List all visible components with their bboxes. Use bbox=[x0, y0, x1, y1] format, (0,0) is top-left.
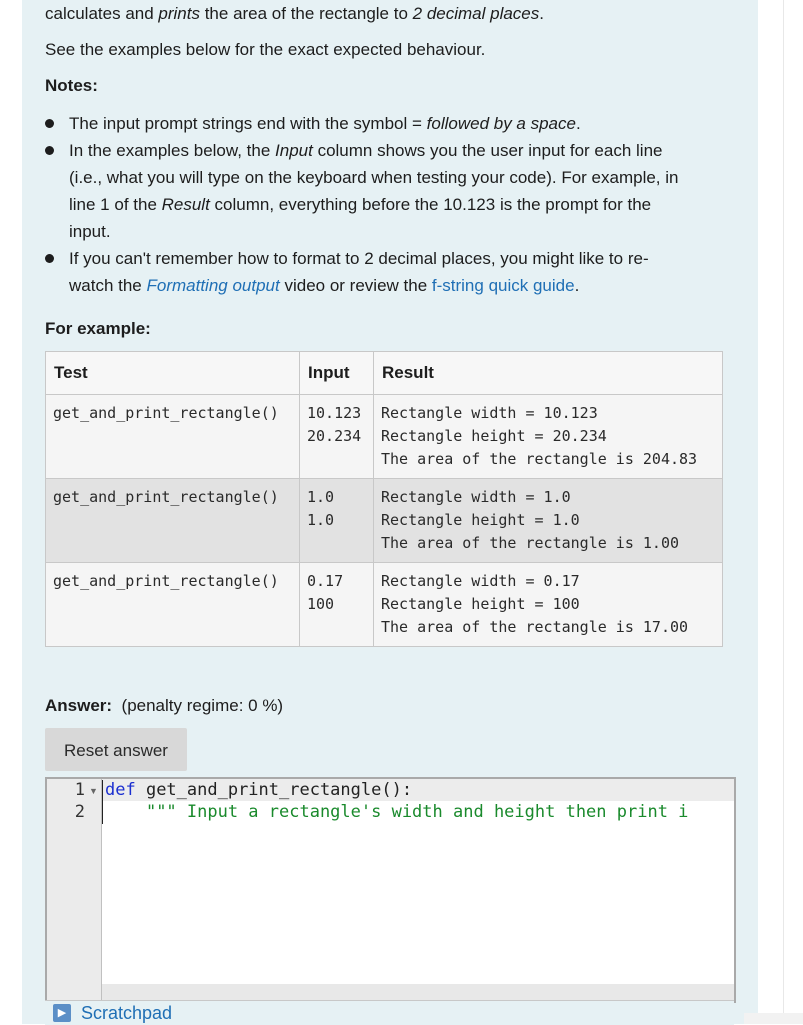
code-line[interactable]: """ Input a rectangle's width and height then print i bbox=[145, 802, 689, 822]
text-cursor bbox=[102, 780, 103, 824]
scroll-corner bbox=[744, 1013, 803, 1024]
page-scrollbar[interactable] bbox=[783, 0, 803, 1024]
notes-heading: Notes: bbox=[45, 76, 98, 95]
bullet-dot-icon bbox=[45, 254, 54, 263]
scratchpad-label: Scratchpad bbox=[81, 1003, 173, 1023]
examples-heading: For example: bbox=[45, 319, 151, 338]
input-cell: 1.0 1.0 bbox=[300, 479, 374, 563]
scratchpad-toggle[interactable] bbox=[45, 1000, 734, 1025]
input-cell: 0.17 100 bbox=[300, 563, 374, 647]
table-row bbox=[46, 479, 723, 563]
play-triangle-icon: ▶ bbox=[53, 1004, 71, 1022]
test-cell: get_and_print_rectangle() bbox=[46, 479, 300, 563]
line-number: 2 bbox=[74, 802, 85, 822]
intro-line-2: See the examples below for the exact expected behaviour. bbox=[45, 40, 486, 59]
editor-horizontal-scrollbar[interactable] bbox=[102, 984, 734, 1001]
code-editor[interactable] bbox=[45, 777, 736, 1003]
code-line[interactable]: def get_and_print_rectangle(): bbox=[105, 780, 413, 800]
table-row bbox=[46, 395, 723, 479]
column-header-input: Input bbox=[300, 352, 374, 395]
test-cell: get_and_print_rectangle() bbox=[46, 395, 300, 479]
note-item: The input prompt strings end with the symbol = followed by a space. bbox=[45, 110, 745, 137]
result-cell: Rectangle width = 0.17 Rectangle height = 100 The area of the rectangle is 17.00 bbox=[374, 563, 723, 647]
penalty-regime: (penalty regime: 0 %) bbox=[121, 696, 284, 715]
note-item: If you can't remember how to format to 2 decimal places, you might like to re- watch the Formatting output video or review the f-string quick guide. bbox=[45, 245, 745, 299]
result-cell: Rectangle width = 10.123 Rectangle height = 20.234 The area of the rectangle is 204.83 bbox=[374, 395, 723, 479]
notes-list bbox=[45, 110, 745, 299]
fstring-guide-link[interactable]: f-string quick guide bbox=[431, 276, 575, 295]
line-number: 1 bbox=[74, 780, 85, 800]
input-cell: 10.123 20.234 bbox=[300, 395, 374, 479]
bullet-dot-icon bbox=[45, 119, 54, 128]
table-row bbox=[46, 563, 723, 647]
column-header-test: Test bbox=[46, 352, 300, 395]
examples-table bbox=[45, 351, 723, 647]
answer-line bbox=[45, 696, 283, 716]
test-cell: get_and_print_rectangle() bbox=[46, 563, 300, 647]
table-header-row bbox=[46, 352, 723, 395]
intro-line: calculates and prints the area of the rectangle to 2 decimal places. bbox=[45, 4, 544, 23]
answer-label: Answer: bbox=[45, 696, 113, 715]
result-cell: Rectangle width = 1.0 Rectangle height = 1.0 The area of the rectangle is 1.00 bbox=[374, 479, 723, 563]
fold-arrow-icon[interactable]: ▼ bbox=[89, 786, 98, 796]
bullet-dot-icon bbox=[45, 146, 54, 155]
reset-answer-button[interactable]: Reset answer bbox=[45, 728, 187, 771]
column-header-result: Result bbox=[374, 352, 723, 395]
formatting-output-link[interactable]: Formatting output bbox=[146, 276, 280, 295]
note-item: In the examples below, the Input column shows you the user input for each line (i.e., what you will type on the keyboard when testing your code). For example, in line 1 of the Result column, everything before the 10.123 is the prompt for the input. bbox=[45, 137, 745, 245]
